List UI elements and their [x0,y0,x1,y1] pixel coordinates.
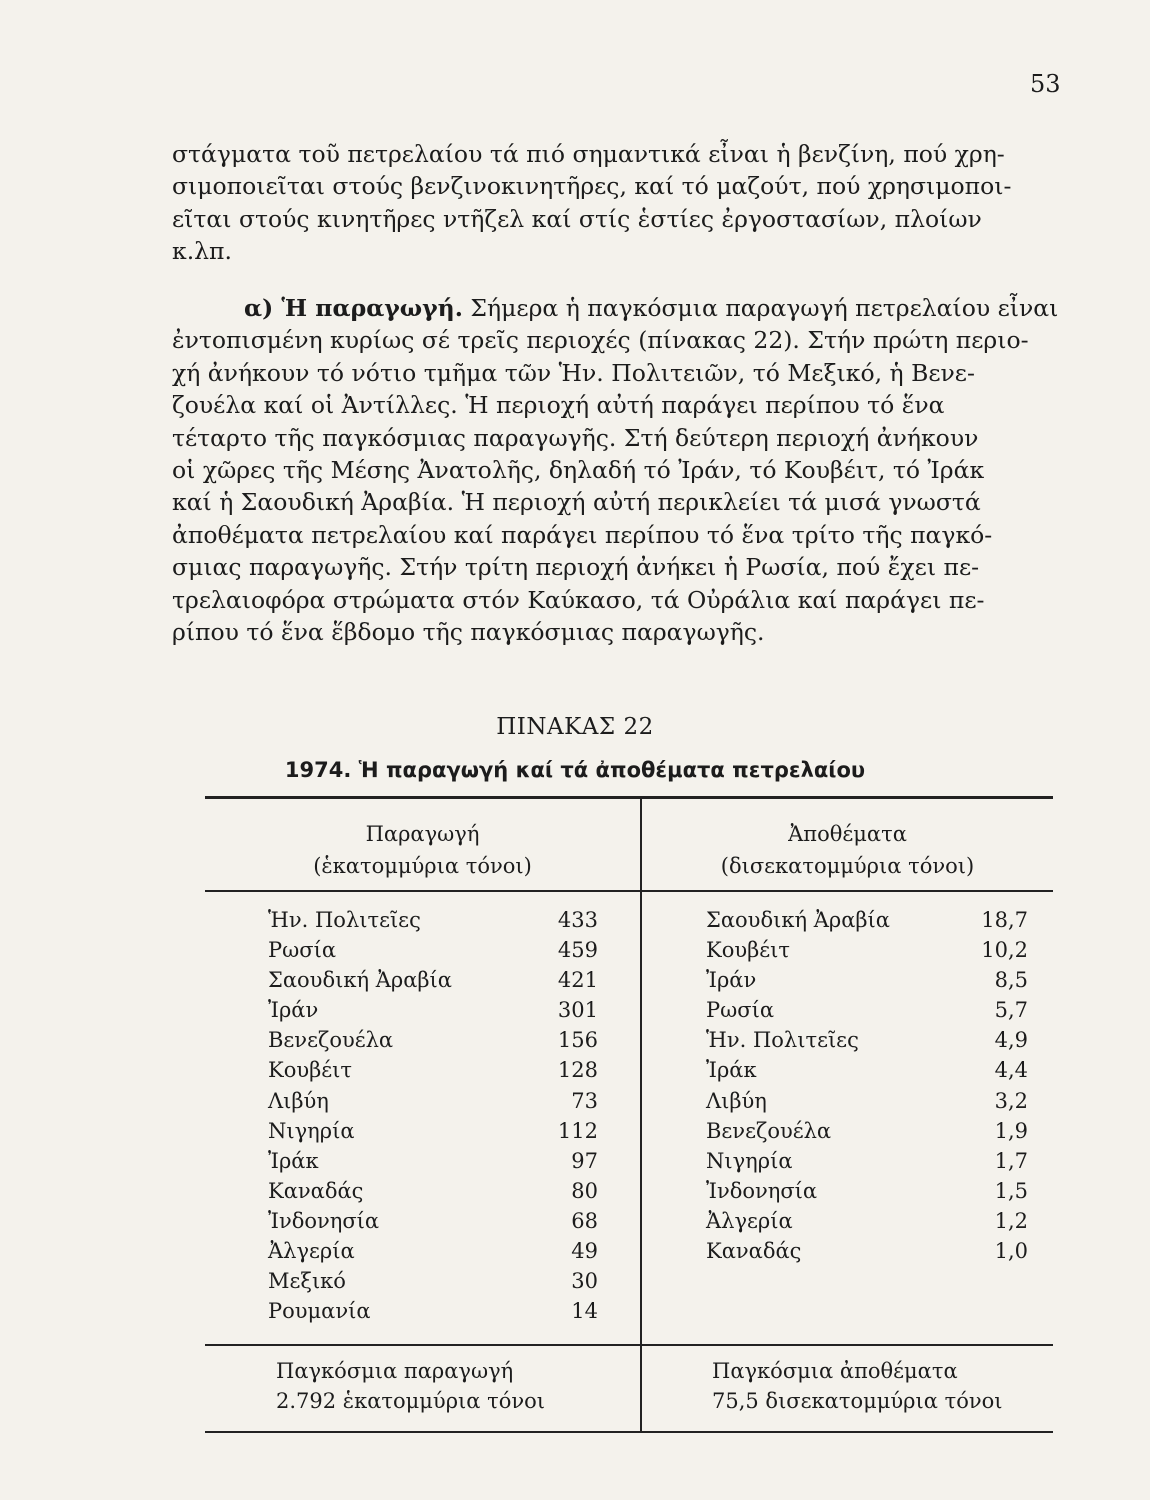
table-row [706,905,1028,935]
text-line: σμιας παραγωγῆς. Στήν τρίτη περιοχή ἀνήκει ἡ Ρωσία, πού ἔχει πε- [172,553,980,582]
table-rule-header [205,890,1053,892]
text-line: σιμοποιεῖται στούς βενζινοκινητῆρες, καί τό μαζούτ, πού χρησιμοποι- [172,172,1012,201]
table-row [268,1146,598,1176]
country-name: Ρουμανία [268,1299,371,1324]
table-row [268,965,598,995]
table-rule-top [205,796,1053,799]
table-row [268,1086,598,1116]
country-name: Βενεζουέλα [706,1118,832,1143]
table-title: 1974. Ἡ παραγωγή καί τά ἀποθέματα πετρελαίου [284,758,866,782]
country-name: Ρωσία [268,938,337,963]
text-line: ἐντοπισμένη κυρίως σέ τρεῖς περιοχές (πίνακας 22). Στήν πρώτη περιο- [172,326,1029,355]
production-value: 459 [557,938,598,963]
table-caption: ΠΙΝΑΚΑΣ 22 [496,714,654,740]
text-line: στάγματα τοῦ πετρελαίου τά πιό σημαντικά εἶναι ἡ βενζίνη, πού χρη- [172,140,1005,168]
paragraph-oil-products [172,138,1072,268]
table-row [706,1236,1028,1266]
country-name: Ἰνδονησία [268,1208,380,1233]
production-value: 301 [557,998,598,1023]
production-list [268,905,598,1326]
production-total [276,1356,545,1416]
header-line: Ἀποθέματα [788,822,907,846]
text-line: ἀποθέματα πετρελαίου καί παράγει περίπου τό ἕνα τρίτο τῆς παγκό- [172,520,993,549]
country-name: Ἰράκ [706,1058,757,1083]
table-row [706,935,1028,965]
table-rule-summary [205,1344,1053,1346]
header-line: Παραγωγή [365,822,480,846]
table-row [268,1055,598,1085]
table-row [706,1086,1028,1116]
table-row [268,1296,598,1326]
table-row [268,935,598,965]
reserves-value: 18,7 [981,908,1028,932]
reserves-value: 8,5 [994,968,1028,993]
country-name: Ἀλγερία [268,1239,355,1264]
production-value: 49 [571,1239,598,1264]
production-value: 68 [571,1208,598,1233]
country-name: Βενεζουέλα [268,1028,394,1053]
country-name: Λιβύη [706,1088,767,1113]
paragraph-production [172,292,1072,648]
country-name: Καναδάς [706,1239,802,1264]
text-line: τρελαιοφόρα στρώματα στόν Καύκασο, τά Οὐράλια καί παράγει πε- [172,585,985,614]
country-name: Ἰράν [268,998,319,1023]
reserves-value: 1,0 [994,1239,1028,1264]
reserves-value: 4,9 [994,1028,1028,1053]
country-name: Καναδάς [268,1178,364,1203]
reserves-column-header [642,818,1053,882]
total-label: Παγκόσμια παραγωγή [276,1359,514,1383]
country-name: Ἡν. Πολιτεῖες [706,1028,859,1053]
text-line [172,292,1072,324]
production-value: 14 [571,1299,598,1324]
table-row [706,1055,1028,1085]
table-column-divider [640,797,642,1432]
production-column-header [205,818,640,882]
reserves-value: 1,9 [994,1118,1028,1143]
production-value: 97 [571,1148,598,1173]
production-value: 128 [557,1058,598,1083]
table-row [706,965,1028,995]
country-name: Κουβέιτ [268,1058,352,1083]
production-value: 112 [557,1118,598,1143]
text-line: ζουέλα καί οἱ Ἀντίλλες. Ἡ περιοχή αὐτή παράγει περίπου τό ἕνα [172,391,945,420]
table-row [706,1206,1028,1236]
reserves-value: 1,5 [994,1178,1028,1203]
table-row [268,995,598,1025]
reserves-value: 10,2 [981,938,1028,963]
reserves-value: 1,2 [994,1208,1028,1233]
reserves-value: 3,2 [994,1088,1028,1113]
reserves-list [706,905,1028,1266]
country-name: Ἰνδονησία [706,1178,818,1203]
production-value: 421 [557,968,598,993]
table-row [706,995,1028,1025]
country-name: Κουβέιτ [706,938,790,963]
section-heading: α) Ἡ παραγωγή. [244,294,463,322]
total-value: 75,5 δισεκατομμύρια τόνοι [712,1389,1003,1413]
table-row [268,1176,598,1206]
production-value: 80 [571,1178,598,1203]
production-value: 156 [557,1028,598,1053]
header-line: (δισεκατομμύρια τόνοι) [720,854,975,878]
page-number: 53 [1030,70,1061,98]
reserves-value: 4,4 [994,1058,1028,1083]
table-row [706,1176,1028,1206]
text-fragment: Σήμερα ἡ παγκόσμια παραγωγή πετρελαίου εἶναι [462,294,1059,322]
country-name: Ἰράκ [268,1148,319,1173]
table-row [268,1025,598,1055]
country-name: Νιγηρία [268,1118,355,1143]
country-name: Ἰράν [706,968,757,993]
country-name: Λιβύη [268,1088,329,1113]
text-line: χή ἀνήκουν τό νότιο τμῆμα τῶν Ἡν. Πολιτειῶν, τό Μεξικό, ἡ Βενε- [172,358,975,387]
text-line: καί ἡ Σαουδική Ἀραβία. Ἡ περιοχή αὐτή περικλείει τά μισά γνωστά [172,488,981,517]
reserves-value: 5,7 [994,998,1028,1023]
country-name: Ἡν. Πολιτεῖες [268,908,421,932]
text-line: τέταρτο τῆς παγκόσμιας παραγωγῆς. Στή δεύτερη περιοχή ἀνήκουν [172,423,979,452]
reserves-total [712,1356,1003,1416]
text-line: ρίπου τό ἕνα ἕβδομο τῆς παγκόσμιας παραγωγῆς. [172,618,765,647]
production-value: 433 [557,908,598,932]
table-row [706,1116,1028,1146]
total-label: Παγκόσμια ἀποθέματα [712,1359,958,1383]
table-rule-bottom [205,1431,1053,1433]
text-line: οἱ χῶρες τῆς Μέσης Ἀνατολῆς, δηλαδή τό Ἰράν, τό Κουβέιτ, τό Ἰράκ [172,456,985,485]
country-name: Σαουδική Ἀραβία [268,968,452,993]
text-line: κ.λπ. [172,237,232,266]
country-name: Ρωσία [706,998,775,1023]
total-value: 2.792 ἑκατομμύρια τόνοι [276,1389,546,1413]
country-name: Σαουδική Ἀραβία [706,908,890,932]
table-row [268,1206,598,1236]
text-line: εῖται στούς κινητῆρες ντῆζελ καί στίς ἑστίες ἐργοστασίων, πλοίων [172,204,982,233]
country-name: Ἀλγερία [706,1208,793,1233]
production-value: 30 [571,1269,598,1294]
table-row [268,905,598,935]
table-row [268,1266,598,1296]
reserves-value: 1,7 [994,1148,1028,1173]
table-row [268,1116,598,1146]
table-row [706,1146,1028,1176]
header-line: (ἑκατομμύρια τόνοι) [313,854,532,878]
table-row [706,1025,1028,1055]
production-value: 73 [571,1088,598,1113]
table-row [268,1236,598,1266]
country-name: Νιγηρία [706,1148,793,1173]
country-name: Μεξικό [268,1269,346,1294]
